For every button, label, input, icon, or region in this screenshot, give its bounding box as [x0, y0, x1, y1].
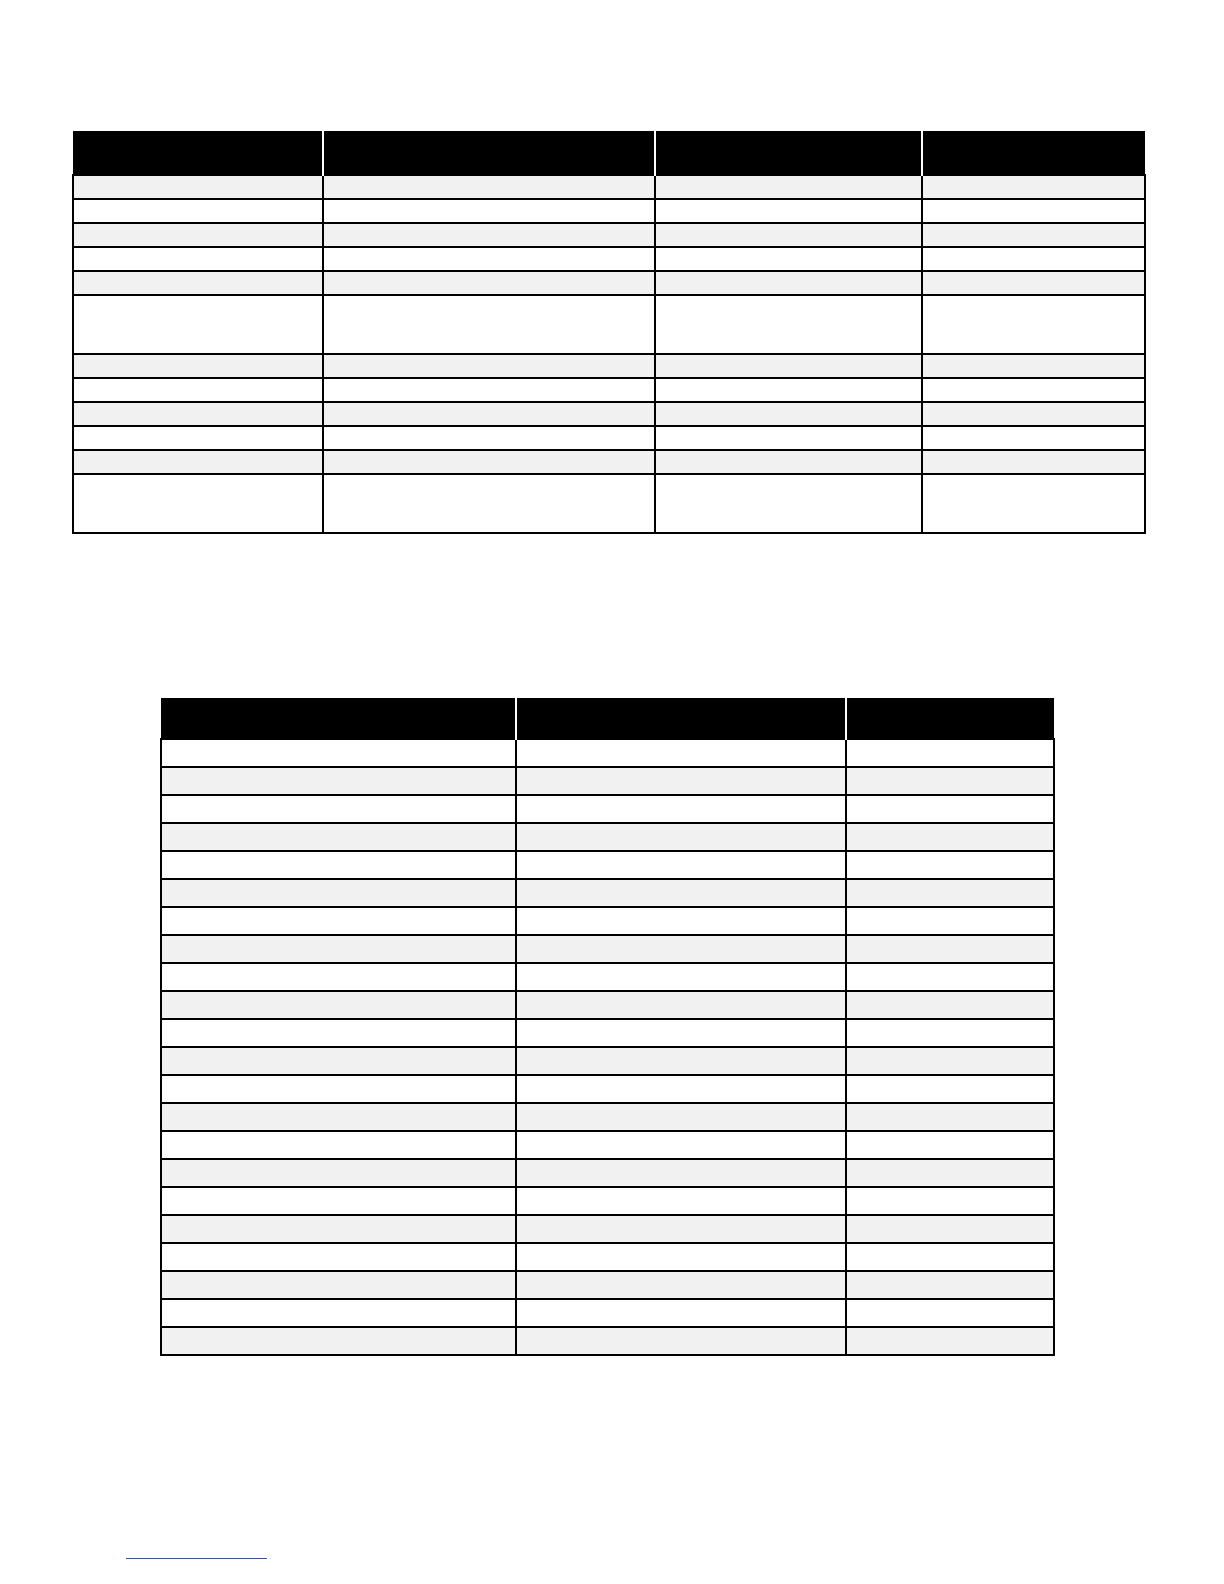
- table-row: [73, 474, 1145, 533]
- table-cell: [846, 1187, 1054, 1215]
- table-row: [73, 378, 1145, 402]
- table-cell: [516, 1271, 846, 1299]
- table-cell: [161, 1075, 516, 1103]
- table-row: [161, 767, 1054, 795]
- table-cell: [161, 1243, 516, 1271]
- table-row: [73, 271, 1145, 295]
- table-cell: [922, 426, 1145, 450]
- table-cell: [655, 378, 922, 402]
- table-row: [161, 1327, 1054, 1355]
- table-cell: [161, 1019, 516, 1047]
- table-cell: [655, 354, 922, 378]
- table-row: [161, 963, 1054, 991]
- table-cell: [846, 1131, 1054, 1159]
- table-cell: [655, 295, 922, 354]
- table-cell: [323, 450, 655, 474]
- table-cell: [846, 1075, 1054, 1103]
- table-cell: [516, 963, 846, 991]
- table-cell: [846, 1103, 1054, 1131]
- table-cell: [655, 402, 922, 426]
- table-cell: [922, 295, 1145, 354]
- table-cell: [655, 426, 922, 450]
- table-cell: [516, 851, 846, 879]
- table-two: [160, 698, 1055, 1356]
- table-cell: [73, 378, 323, 402]
- table-cell: [516, 1131, 846, 1159]
- table-row: [161, 1215, 1054, 1243]
- table-cell: [161, 907, 516, 935]
- table-cell: [161, 795, 516, 823]
- table-cell: [846, 991, 1054, 1019]
- table-row: [161, 1159, 1054, 1187]
- table-cell: [323, 223, 655, 247]
- table-cell: [846, 767, 1054, 795]
- table-cell: [161, 767, 516, 795]
- table-row: [161, 1299, 1054, 1327]
- table-cell: [323, 402, 655, 426]
- table-cell: [516, 767, 846, 795]
- table-cell: [922, 354, 1145, 378]
- table-row: [161, 851, 1054, 879]
- table-row: [161, 1271, 1054, 1299]
- table-cell: [922, 199, 1145, 223]
- table-cell: [161, 991, 516, 1019]
- table-cell: [73, 271, 323, 295]
- table-cell: [655, 474, 922, 533]
- table-row: [73, 402, 1145, 426]
- table-cell: [73, 199, 323, 223]
- table-cell: [73, 223, 323, 247]
- table-cell: [516, 1215, 846, 1243]
- table-cell: [516, 1243, 846, 1271]
- table-cell: [516, 1187, 846, 1215]
- table-cell: [846, 1327, 1054, 1355]
- footer-link-underline[interactable]: [126, 1558, 267, 1559]
- table-cell: [323, 354, 655, 378]
- table-cell: [516, 1159, 846, 1187]
- table-two-header-row: [161, 698, 1054, 739]
- table-cell: [73, 175, 323, 199]
- table-cell: [73, 295, 323, 354]
- table-cell: [922, 247, 1145, 271]
- table-cell: [161, 739, 516, 767]
- table-cell: [922, 474, 1145, 533]
- table-row: [73, 223, 1145, 247]
- table-cell: [516, 795, 846, 823]
- table-cell: [73, 354, 323, 378]
- table-cell: [73, 450, 323, 474]
- table-cell: [161, 823, 516, 851]
- table-cell: [846, 851, 1054, 879]
- table-cell: [323, 247, 655, 271]
- table-cell: [846, 823, 1054, 851]
- table-row: [73, 199, 1145, 223]
- table-cell: [161, 1271, 516, 1299]
- table-cell: [516, 935, 846, 963]
- table-cell: [323, 474, 655, 533]
- table-cell: [516, 1019, 846, 1047]
- table-cell: [922, 223, 1145, 247]
- table-cell: [516, 879, 846, 907]
- table-row: [161, 1187, 1054, 1215]
- table-row: [73, 354, 1145, 378]
- table-cell: [516, 823, 846, 851]
- table-row: [161, 1019, 1054, 1047]
- table-row: [161, 823, 1054, 851]
- table-cell: [161, 1187, 516, 1215]
- table-cell: [655, 271, 922, 295]
- table-cell: [516, 1075, 846, 1103]
- table-cell: [161, 935, 516, 963]
- table-row: [161, 935, 1054, 963]
- table-cell: [516, 1327, 846, 1355]
- table-cell: [846, 1159, 1054, 1187]
- table-cell: [323, 295, 655, 354]
- table-cell: [846, 963, 1054, 991]
- table-one-header-row: [73, 131, 1145, 175]
- table-cell: [161, 879, 516, 907]
- table-cell: [323, 199, 655, 223]
- table-cell: [846, 1215, 1054, 1243]
- table-cell: [161, 1159, 516, 1187]
- table-row: [161, 1075, 1054, 1103]
- table-cell: [516, 1103, 846, 1131]
- table-cell: [846, 1243, 1054, 1271]
- table-cell: [161, 851, 516, 879]
- table-cell: [655, 223, 922, 247]
- table-row: [161, 739, 1054, 767]
- table-cell: [922, 175, 1145, 199]
- table-cell: [846, 1047, 1054, 1075]
- table-cell: [323, 271, 655, 295]
- table-cell: [846, 879, 1054, 907]
- table-cell: [922, 450, 1145, 474]
- table-cell: [655, 247, 922, 271]
- table-one-header-cell: [922, 131, 1145, 175]
- table-cell: [846, 739, 1054, 767]
- table-row: [161, 879, 1054, 907]
- table-cell: [323, 175, 655, 199]
- table-cell: [655, 450, 922, 474]
- table-row: [161, 1131, 1054, 1159]
- table-cell: [323, 378, 655, 402]
- table-cell: [516, 907, 846, 935]
- table-row: [161, 795, 1054, 823]
- table-cell: [73, 402, 323, 426]
- table-cell: [323, 426, 655, 450]
- table-row: [161, 1047, 1054, 1075]
- table-cell: [846, 1271, 1054, 1299]
- table-cell: [516, 991, 846, 1019]
- table-row: [161, 1103, 1054, 1131]
- table-two-header-cell: [161, 698, 516, 739]
- table-row: [73, 426, 1145, 450]
- table-row: [161, 907, 1054, 935]
- table-cell: [73, 247, 323, 271]
- table-cell: [922, 402, 1145, 426]
- table-one-header-cell: [73, 131, 323, 175]
- table-cell: [846, 907, 1054, 935]
- table-cell: [73, 474, 323, 533]
- table-cell: [161, 963, 516, 991]
- table-cell: [922, 271, 1145, 295]
- table-row: [73, 175, 1145, 199]
- table-cell: [516, 739, 846, 767]
- table-cell: [161, 1299, 516, 1327]
- table-cell: [516, 1047, 846, 1075]
- table-cell: [922, 378, 1145, 402]
- table-cell: [73, 426, 323, 450]
- table-cell: [516, 1299, 846, 1327]
- table-one-header-cell: [655, 131, 922, 175]
- table-cell: [161, 1131, 516, 1159]
- table-row: [161, 1243, 1054, 1271]
- table-row: [73, 450, 1145, 474]
- table-row: [73, 295, 1145, 354]
- table-row: [73, 247, 1145, 271]
- table-cell: [655, 175, 922, 199]
- table-one-header-cell: [323, 131, 655, 175]
- table-cell: [846, 795, 1054, 823]
- table-two-header-cell: [516, 698, 846, 739]
- table-two-header-cell: [846, 698, 1054, 739]
- table-cell: [846, 935, 1054, 963]
- table-cell: [161, 1327, 516, 1355]
- table-cell: [161, 1103, 516, 1131]
- table-one: [72, 131, 1146, 534]
- table-cell: [655, 199, 922, 223]
- table-row: [161, 991, 1054, 1019]
- table-cell: [161, 1215, 516, 1243]
- table-cell: [161, 1047, 516, 1075]
- table-cell: [846, 1019, 1054, 1047]
- table-cell: [846, 1299, 1054, 1327]
